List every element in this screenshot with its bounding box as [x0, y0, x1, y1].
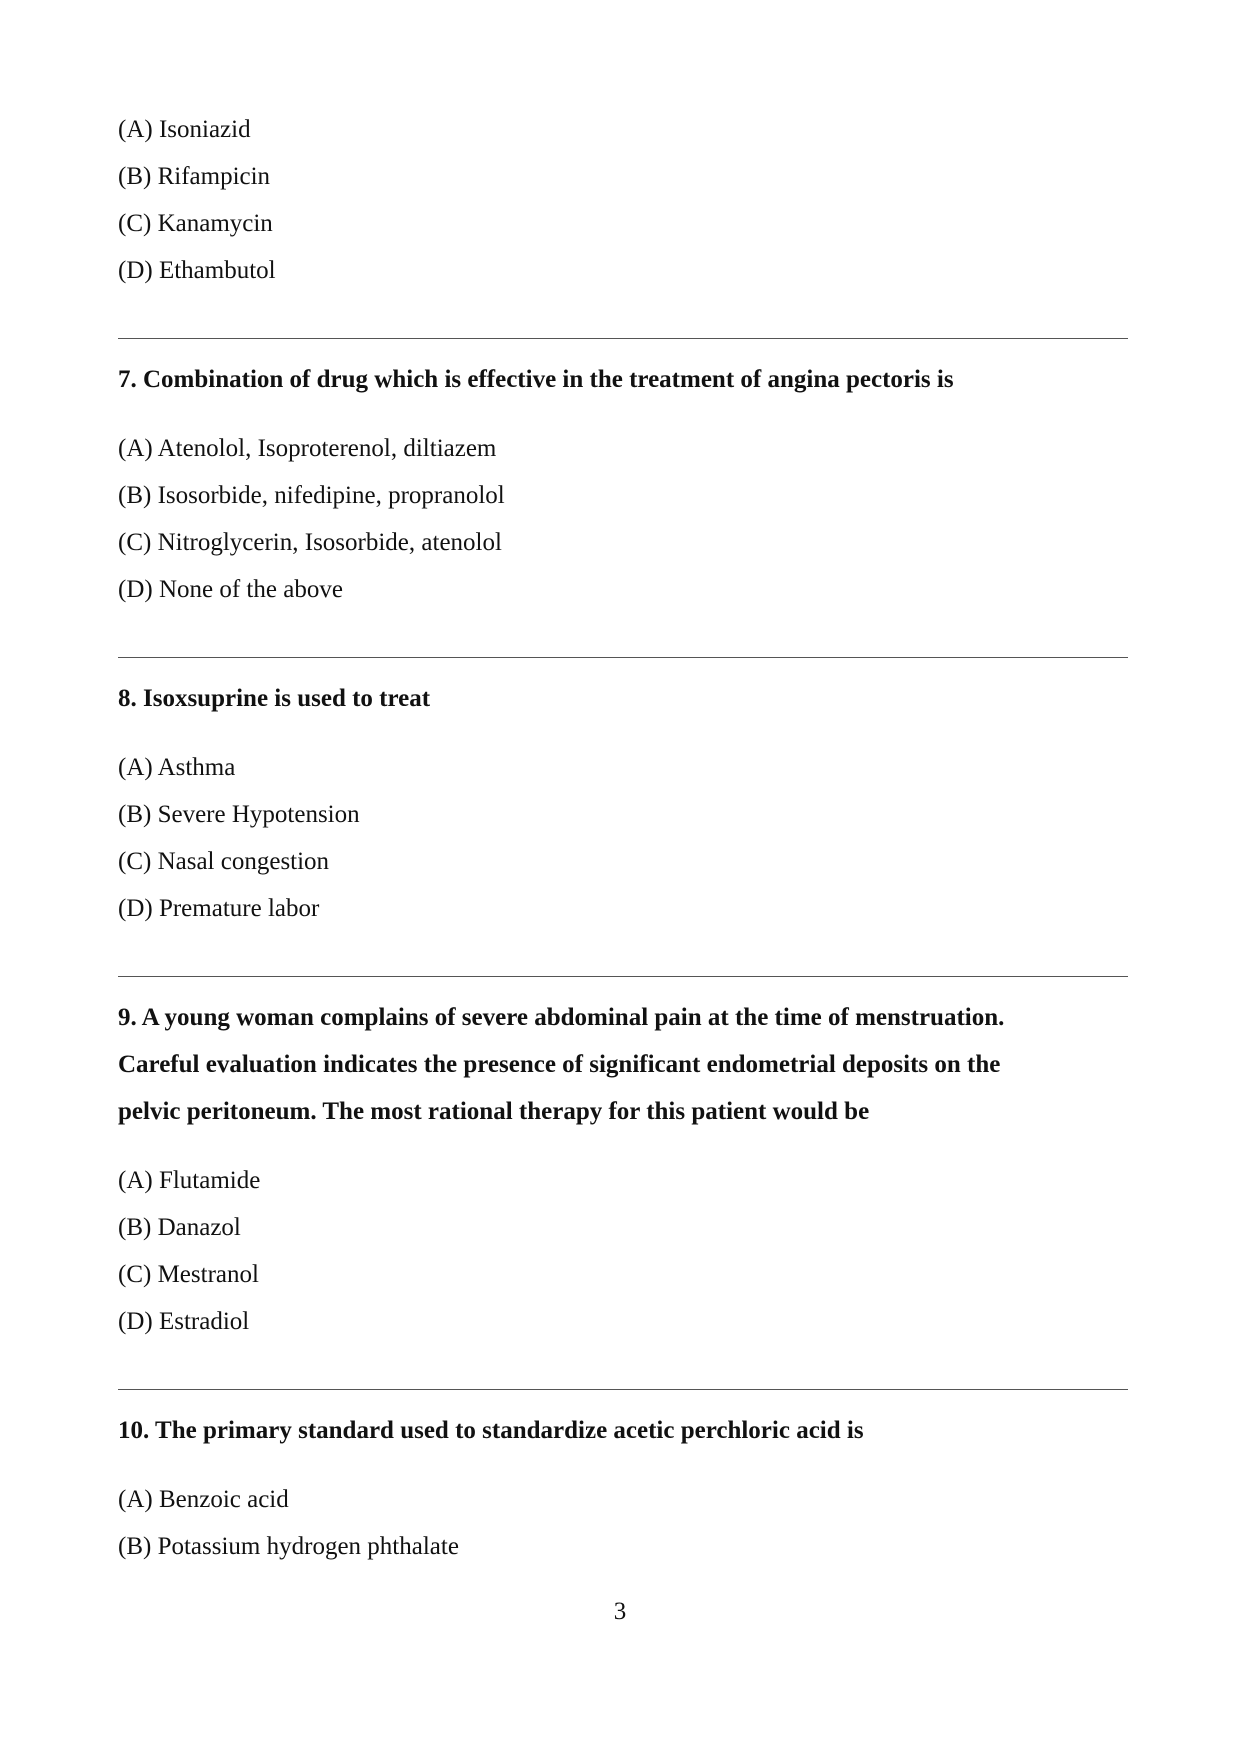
q9-option-c: (C) Mestranol: [118, 1261, 259, 1288]
q7-option-b: (B) Isosorbide, nifedipine, propranolol: [118, 482, 505, 509]
q9-option-a: (A) Flutamide: [118, 1167, 261, 1194]
q8-option-d: (D) Premature labor: [118, 895, 320, 922]
divider: [118, 657, 1128, 658]
q7-option-a: (A) Atenolol, Isoproterenol, diltiazem: [118, 435, 497, 462]
q8-option-b: (B) Severe Hypotension: [118, 801, 360, 828]
q8-text: 8. Isoxsuprine is used to treat: [118, 685, 431, 712]
q9-text-line-1: 9. A young woman complains of severe abdominal pain at the time of menstruation.: [118, 1004, 1005, 1031]
divider: [118, 976, 1128, 977]
q7-text: 7. Combination of drug which is effective in the treatment of angina pectoris is: [118, 366, 954, 393]
q6-option-d: (D) Ethambutol: [118, 257, 276, 284]
q6-option-b: (B) Rifampicin: [118, 163, 271, 190]
divider: [118, 1389, 1128, 1390]
q9-option-d: (D) Estradiol: [118, 1308, 250, 1335]
q7-option-d: (D) None of the above: [118, 576, 343, 603]
q8-option-a: (A) Asthma: [118, 754, 236, 781]
q9-text-line-3: pelvic peritoneum. The most rational therapy for this patient would be: [118, 1098, 870, 1125]
q9-option-b: (B) Danazol: [118, 1214, 241, 1241]
q10-option-a: (A) Benzoic acid: [118, 1486, 289, 1513]
q10-option-b: (B) Potassium hydrogen phthalate: [118, 1533, 459, 1560]
q8-option-c: (C) Nasal congestion: [118, 848, 330, 875]
page-number: 3: [613, 1598, 627, 1625]
q9-text-line-2: Careful evaluation indicates the presence of significant endometrial deposits on the: [118, 1051, 1001, 1078]
q10-text: 10. The primary standard used to standardize acetic perchloric acid is: [118, 1417, 864, 1444]
divider: [118, 338, 1128, 339]
q6-option-a: (A) Isoniazid: [118, 116, 251, 143]
q7-option-c: (C) Nitroglycerin, Isosorbide, atenolol: [118, 529, 502, 556]
q6-option-c: (C) Kanamycin: [118, 210, 273, 237]
